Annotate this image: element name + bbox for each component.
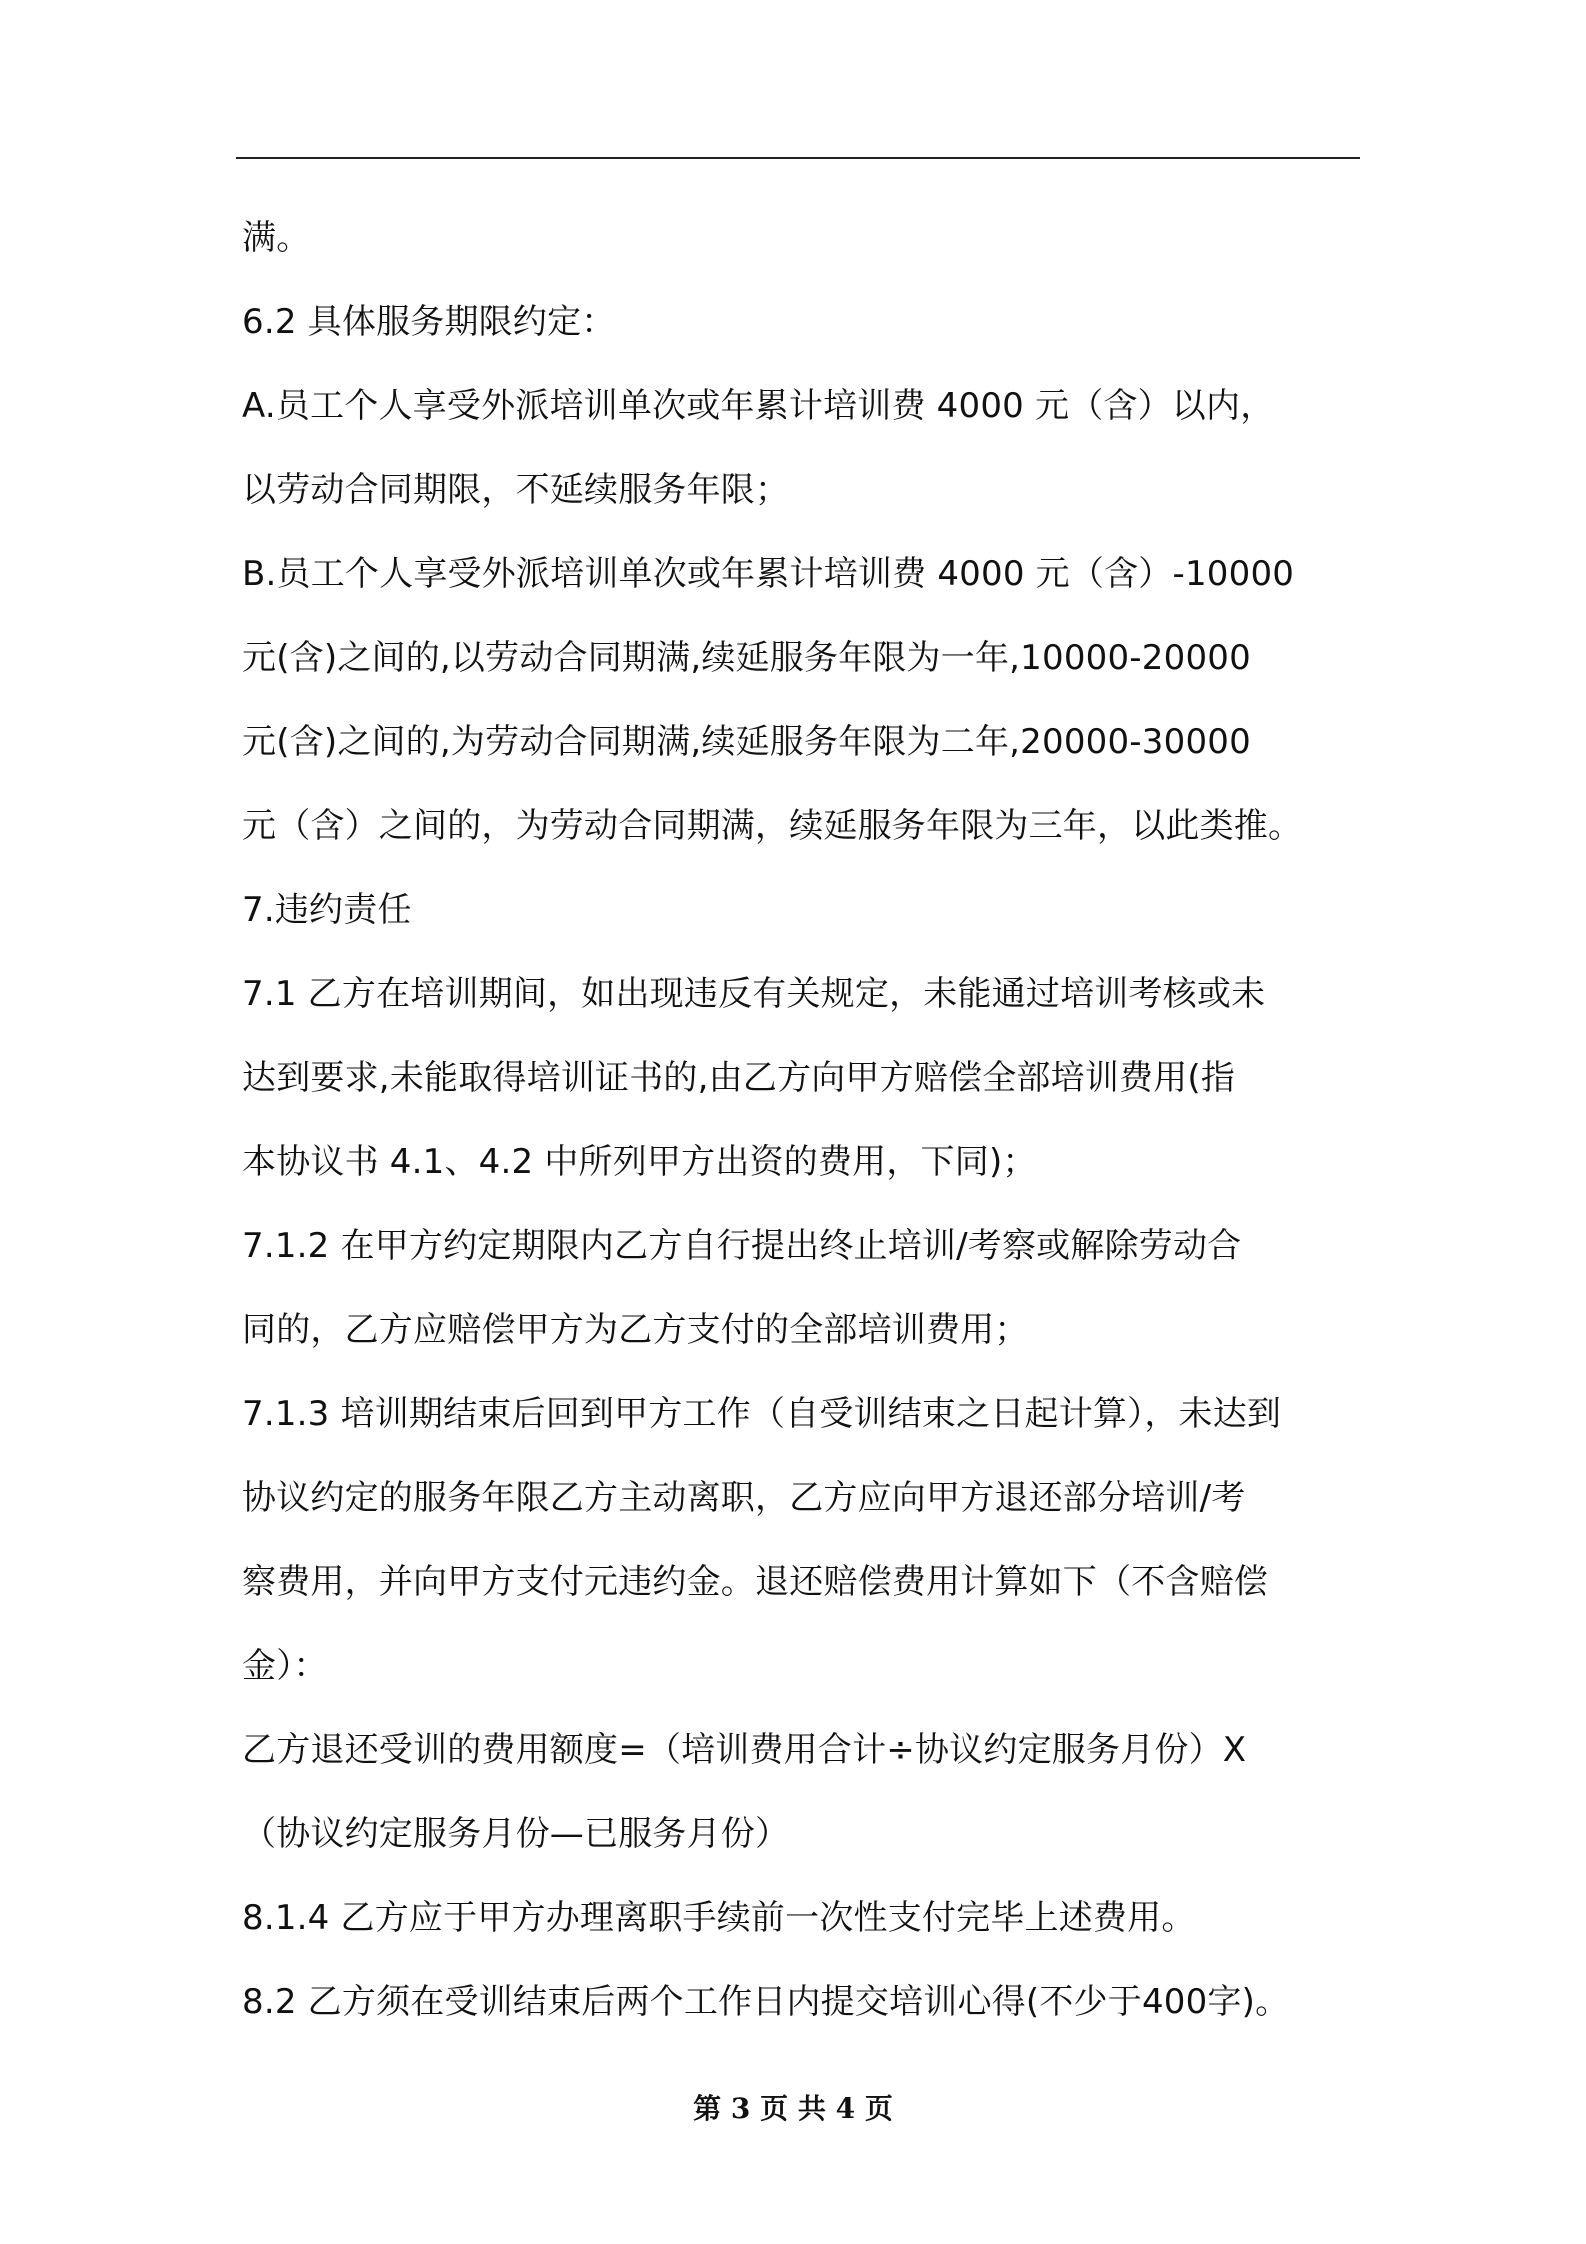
text-line: 同的，乙方应赔偿甲方为乙方支付的全部培训费用； (242, 1310, 1029, 1350)
text-line: 元(含)之间的,以劳动合同期满,续延服务年限为一年,10000-20000 (242, 638, 1251, 678)
section-heading: 7.违约责任 (242, 890, 412, 930)
formula-line: （协议约定服务月份—已服务月份） (242, 1814, 790, 1854)
text-line: B.员工个人享受外派培训单次或年累计培训费 4000 元（含）-10000 (242, 554, 1295, 594)
text-line: 7.1 乙方在培训期间，如出现违反有关规定，未能通过培训考核或未 (242, 974, 1266, 1014)
text-line: 金）： (242, 1646, 328, 1686)
page-number: 第 3 页 共 4 页 (693, 2092, 893, 2125)
text-line: 本协议书 4.1、4.2 中所列甲方出资的费用，下同)； (242, 1142, 1037, 1182)
text-line: 协议约定的服务年限乙方主动离职，乙方应向甲方退还部分培训/考 (242, 1478, 1246, 1518)
text-line: A.员工个人享受外派培训单次或年累计培训费 4000 元（含）以内， (242, 386, 1275, 426)
formula-line: 乙方退还受训的费用额度=（培训费用合计÷协议约定服务月份）X (242, 1730, 1247, 1770)
text-line: 达到要求,未能取得培训证书的,由乙方向甲方赔偿全部培训费用(指 (242, 1058, 1236, 1098)
section-heading: 6.2 具体服务期限约定： (242, 302, 616, 342)
text-line: 满。 (242, 218, 311, 258)
text-line: 察费用，并向甲方支付元违约金。退还赔偿费用计算如下（不含赔偿 (242, 1562, 1268, 1602)
text-line: 元(含)之间的,为劳动合同期满,续延服务年限为二年,20000-30000 (242, 722, 1251, 762)
text-line: 元（含）之间的，为劳动合同期满，续延服务年限为三年，以此类推。 (242, 806, 1303, 846)
document-body (242, 196, 1360, 2044)
header-rule (236, 157, 1360, 159)
text-line: 以劳动合同期限，不延续服务年限； (242, 470, 790, 510)
text-line: 7.1.2 在甲方约定期限内乙方自行提出终止培训/考察或解除劳动合 (242, 1226, 1242, 1266)
text-line: 8.1.4 乙方应于甲方办理离职手续前一次性支付完毕上述费用。 (242, 1898, 1196, 1938)
text-line: 8.2 乙方须在受训结束后两个工作日内提交培训心得(不少于400字)。 (242, 1982, 1290, 2022)
text-line: 7.1.3 培训期结束后回到甲方工作（自受训结束之日起计算），未达到 (242, 1394, 1282, 1434)
